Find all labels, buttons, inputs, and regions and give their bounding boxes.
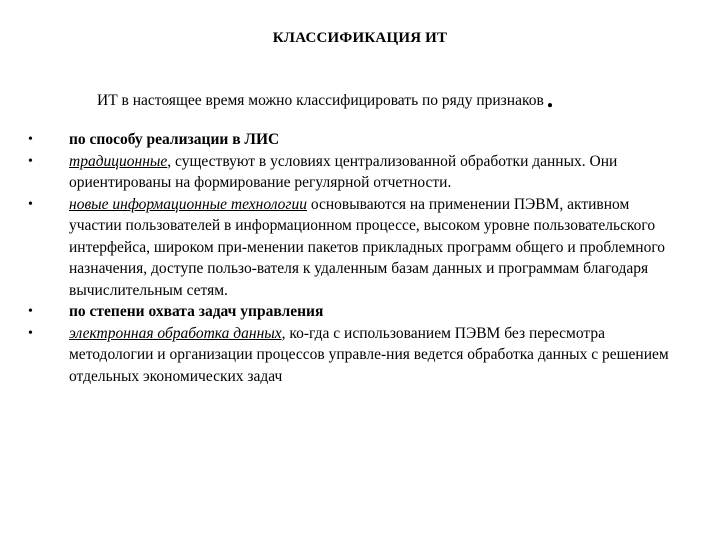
subtitle-text: ИТ в настоящее время можно классифицировать по ряду признаков [97, 92, 544, 109]
item-heading: по способу реализации в ЛИС [69, 131, 280, 148]
item-text: , существуют в условиях централизованной обработки данных. Они ориентированы на формирование регулярной отчетности. [69, 152, 618, 191]
list-item [0, 323, 669, 388]
list-item [0, 194, 669, 302]
list-item [0, 151, 669, 194]
item-text: основываются на применении ПЭВМ, активном участии пользователей в информационном процессе, высоком уровне пользовательского интерфейса, широком при-менении пакетов прикладных программ общего и проблемного назначения, доступе пользо-вателя к удаленным базам данных и программам благодаря вычислительным сетям. [69, 195, 666, 299]
item-term: новые информационные технологии [69, 195, 307, 213]
bullet-icon: • [28, 325, 33, 341]
item-text: , ко-гда с использованием ПЭВМ без пересмотра методологии и организации процессов управле-ния ведется обработка данных с решением отдельных экономических задач [69, 324, 669, 385]
bullet-list [0, 129, 720, 387]
bullet-icon: • [28, 132, 33, 147]
item-term: электронная обработка данных [69, 324, 282, 342]
list-item [0, 301, 669, 323]
bullet-icon: • [28, 196, 33, 212]
item-term: традиционные [69, 152, 168, 170]
slide-subtitle [97, 82, 553, 112]
item-heading: по степени охвата задач управления [69, 303, 324, 320]
slide-title: КЛАССИФИКАЦИЯ ИТ [272, 30, 448, 46]
bullet-icon: • [28, 153, 33, 169]
list-item [0, 129, 669, 151]
bullet-icon: • [28, 304, 33, 319]
subtitle-dot: . [546, 84, 554, 113]
